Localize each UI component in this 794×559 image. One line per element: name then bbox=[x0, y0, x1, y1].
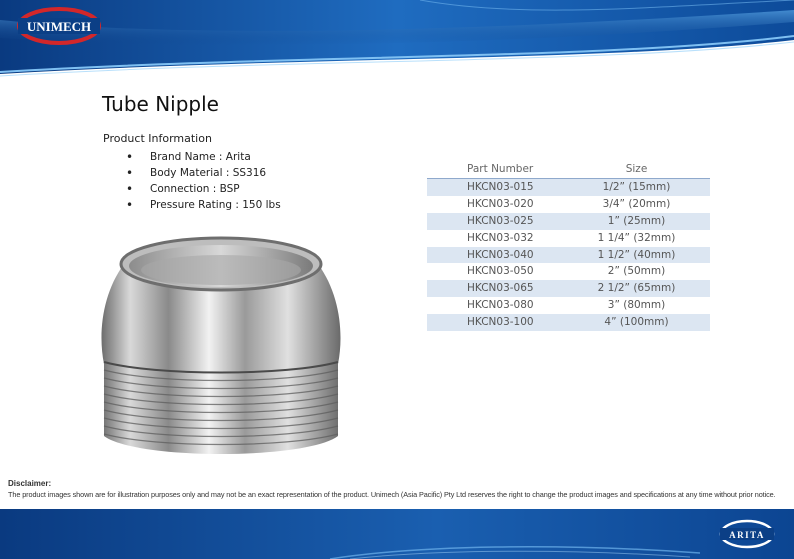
part-number-table bbox=[427, 161, 710, 331]
part-number-cell: HKCN03-050 bbox=[467, 265, 534, 278]
part-number-cell: HKCN03-040 bbox=[467, 248, 534, 261]
part-number-cell: HKCN03-025 bbox=[467, 214, 534, 227]
table-row bbox=[427, 280, 710, 297]
tube-nipple-image bbox=[96, 224, 346, 460]
header-part-number: Part Number bbox=[467, 163, 534, 175]
part-number-cell: HKCN03-065 bbox=[467, 282, 534, 295]
size-cell: 1” (25mm) bbox=[607, 214, 666, 227]
product-info-list bbox=[126, 149, 281, 213]
part-number-cell: HKCN03-020 bbox=[467, 197, 534, 210]
arita-logo-text: ARITA bbox=[729, 530, 765, 540]
size-cell: 4” (100mm) bbox=[604, 316, 669, 329]
disclaimer-text: The product images shown are for illustration purposes only and may not be an exact representation of the product. Unimech (Asia Pacific) Pty Ltd reserves the right to change the product images and specifications at any time without prior notice. bbox=[8, 490, 776, 499]
page-title: Tube Nipple bbox=[102, 92, 219, 116]
part-number-cell: HKCN03-080 bbox=[467, 299, 534, 312]
footer-banner bbox=[0, 509, 794, 559]
unimech-logo[interactable] bbox=[14, 4, 104, 48]
table-row bbox=[427, 297, 710, 314]
size-cell: 2 1/2” (65mm) bbox=[597, 282, 676, 295]
size-cell: 2” (50mm) bbox=[607, 265, 666, 278]
table-row bbox=[427, 247, 710, 264]
disclaimer-title: Disclaimer: bbox=[8, 479, 52, 488]
table-header-row bbox=[427, 161, 710, 179]
header-banner bbox=[0, 0, 794, 80]
table-row bbox=[427, 230, 710, 247]
table-row bbox=[427, 196, 710, 213]
info-item-brand: • Brand Name : Arita bbox=[126, 149, 281, 165]
table-row bbox=[427, 213, 710, 230]
size-cell: 3” (80mm) bbox=[607, 299, 666, 312]
unimech-logo-text: UNIMECH bbox=[26, 19, 92, 34]
table-row bbox=[427, 263, 710, 280]
arita-logo[interactable] bbox=[718, 518, 776, 550]
part-number-cell: HKCN03-032 bbox=[467, 231, 534, 244]
table-row bbox=[427, 314, 710, 331]
part-number-cell: HKCN03-100 bbox=[467, 316, 534, 329]
info-item-material: • Body Material : SS316 bbox=[126, 165, 281, 181]
product-info-heading: Product Information bbox=[103, 132, 212, 145]
size-cell: 1/2” (15mm) bbox=[602, 181, 671, 193]
size-cell: 1 1/2” (40mm) bbox=[597, 248, 676, 261]
table-row bbox=[427, 179, 710, 196]
info-item-connection: • Connection : BSP bbox=[126, 181, 281, 197]
size-cell: 3/4” (20mm) bbox=[602, 197, 671, 210]
info-item-pressure: • Pressure Rating : 150 lbs bbox=[126, 197, 281, 213]
size-cell: 1 1/4” (32mm) bbox=[597, 231, 676, 244]
header-size: Size bbox=[625, 163, 648, 175]
part-number-cell: HKCN03-015 bbox=[467, 181, 534, 193]
